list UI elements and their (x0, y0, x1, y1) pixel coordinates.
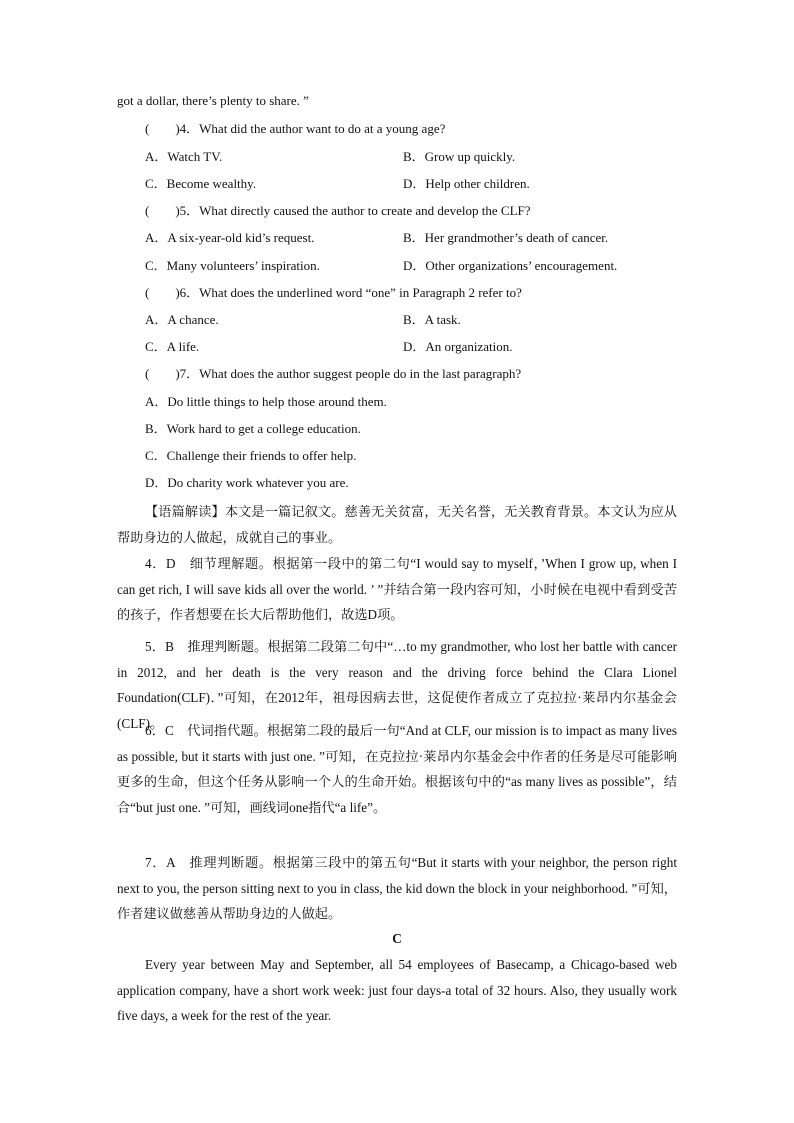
answer-7: 7．A 推理判断题。根据第三段中的第五句“But it starts with your neighbor, the person right next to you, the person sitting next to you in class, the kid down the block in your neighborhood. ”可知，作者建议做慈善从帮助身边的人做起。 (117, 855, 677, 921)
option-6c: C．A life. (145, 339, 200, 354)
option-5d: D．Other organizations’ encouragement. (403, 258, 618, 273)
continued-text: got a dollar, there’s plenty to share. ” (117, 93, 309, 108)
option-5a: A．A six-year-old kid’s request. (145, 230, 315, 245)
option-7a: A．Do little things to help those around them. (145, 394, 387, 409)
question-4: ( )4．What did the author want to do at a young age? (145, 121, 446, 136)
passage-analysis: 【语篇解读】本文是一篇记叙文。慈善无关贫富，无关名誉，无关教育背景。本文认为应从帮助身边的人做起，成就自己的事业。 (117, 504, 677, 545)
question-5: ( )5．What directly caused the author to create and develop the CLF? (145, 203, 531, 218)
option-4d: D．Help other children. (403, 176, 530, 191)
option-7d: D．Do charity work whatever you are. (145, 475, 349, 490)
option-6a: A．A chance. (145, 312, 219, 327)
section-c-heading: C (392, 931, 402, 946)
option-5b: B．Her grandmother’s death of cancer. (403, 230, 609, 245)
option-5c: C．Many volunteers’ inspiration. (145, 258, 320, 273)
option-4c: C．Become wealthy. (145, 176, 257, 191)
question-6: ( )6．What does the underlined word “one” in Paragraph 2 refer to? (145, 285, 522, 300)
answer-5: 5．B 推理判断题。根据第二段第二句中“…to my grandmother, who lost her battle with cancer in 2012, and her death is the very reason and the driving force behind the Clara Lionel Foundation(CLF)．”可知，在2012年，祖母因病去世，这促使作者成立了克拉拉·莱昂内尔基金会(CLF)。 (117, 639, 677, 731)
answer-6: 6．C 代词指代题。根据第二段的最后一句“And at CLF, our mission is to impact as many lives as possible, but it starts with just one. ”可知，在克拉拉·莱昂内尔基金会中作者的任务是尽可能影响更多的生命，但这个任务从影响一个人的生命开始。根据该句中的“as many lives as possible”，结合“but just one. ”可知，画线词one指代“a life”。 (117, 723, 677, 815)
question-7: ( )7．What does the author suggest people do in the last paragraph? (145, 366, 522, 381)
option-7b: B．Work hard to get a college education. (145, 421, 361, 436)
option-4b: B．Grow up quickly. (403, 149, 516, 164)
option-7c: C．Challenge their friends to offer help. (145, 448, 357, 463)
section-c-paragraph: Every year between May and September, all 54 employees of Basecamp, a Chicago-based web application company, have a short work week: just four days-a total of 32 hours. Also, they usually work five days, a week for the rest of the year. (117, 957, 677, 1023)
answer-4: 4．D 细节理解题。根据第一段中的第二句“I would say to myself，’When I grow up, when I can get rich, I will save kids all over the world. ’ ”并结合第一段内容可知，小时候在电视中看到受苦的孩子，作者想要在长大后帮助他们，故选D项。 (117, 556, 677, 622)
option-6d: D．An organization. (403, 339, 513, 354)
option-4a: A．Watch TV. (145, 149, 223, 164)
option-6b: B．A task. (403, 312, 461, 327)
